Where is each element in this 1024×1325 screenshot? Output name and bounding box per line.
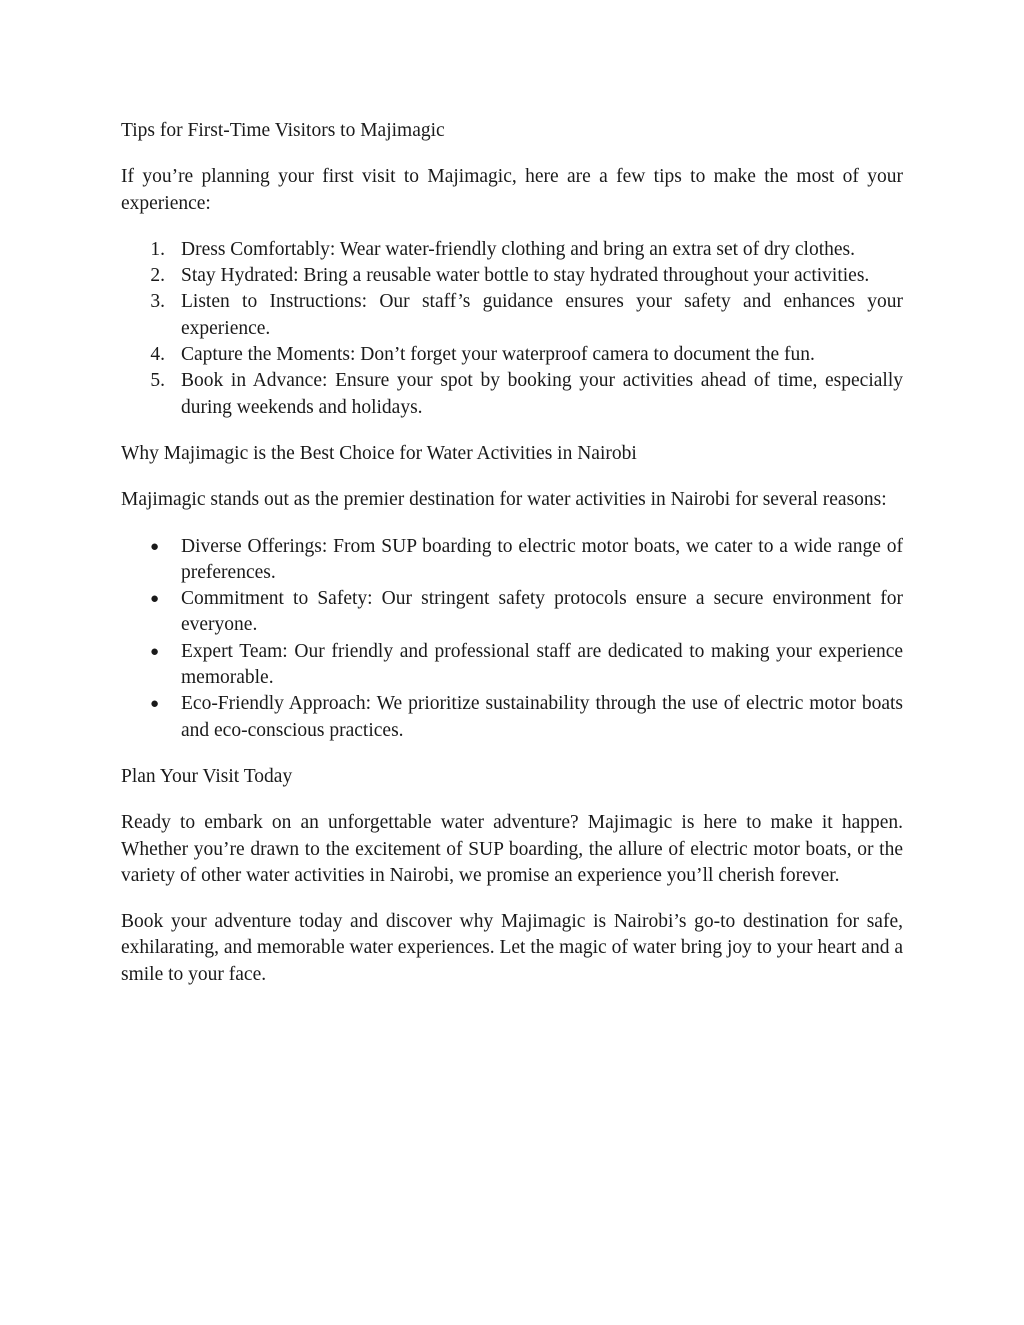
list-item <box>121 691 903 744</box>
document-page <box>121 118 903 1008</box>
list-item-text: Capture the Moments: Don’t forget your waterproof camera to document the fun. <box>181 344 815 366</box>
list-number: 2. <box>150 265 165 287</box>
list-item <box>121 639 903 692</box>
list-item-text: Commitment to Safety: Our stringent safety protocols ensure a secure environment for everyone. <box>181 588 903 636</box>
list-item <box>121 534 903 587</box>
list-item <box>121 289 903 342</box>
bullet-icon: ● <box>149 591 159 608</box>
list-item-text: Expert Team: Our friendly and professional staff are dedicated to making your experience memorable. <box>181 640 903 689</box>
list-number: 3. <box>150 291 165 313</box>
tips-list <box>121 237 903 421</box>
bullet-icon: ● <box>149 696 159 713</box>
tips-intro: If you’re planning your first visit to Majimagic, here are a few tips to make the most of your experience: <box>121 166 903 214</box>
bullet-icon: ● <box>149 643 159 660</box>
list-item <box>121 263 903 289</box>
bullet-icon: ● <box>149 538 159 555</box>
list-number: 5. <box>150 370 165 392</box>
why-heading: Why Majimagic is the Best Choice for Water Activities in Nairobi <box>121 442 637 464</box>
reasons-list <box>121 534 903 744</box>
list-item-text: Listen to Instructions: Our staff’s guidance ensures your safety and enhances your experience. <box>181 291 903 339</box>
list-item-text: Eco-Friendly Approach: We prioritize sustainability through the use of electric motor boats and eco-conscious practices. <box>181 693 903 741</box>
list-item-text: Dress Comfortably: Wear water-friendly clothing and bring an extra set of dry clothes. <box>181 238 856 260</box>
list-item <box>121 237 903 263</box>
plan-paragraph: Ready to embark on an unforgettable water adventure? Majimagic is here to make it happen. Whether you’re drawn to the excitement of SUP boarding, the allure of electric motor boats, or the variety of other water activities in Nairobi, we promise an experience you’ll cherish forever. <box>121 812 903 886</box>
why-intro: Majimagic stands out as the premier destination for water activities in Nairobi for several reasons: <box>121 489 887 511</box>
list-item-text: Diverse Offerings: From SUP boarding to electric motor boats, we cater to a wide range of preferences. <box>181 535 903 583</box>
tips-heading: Tips for First-Time Visitors to Majimagic <box>121 120 445 141</box>
list-number: 1. <box>150 238 165 260</box>
list-item <box>121 342 903 368</box>
list-item <box>121 368 903 421</box>
plan-heading: Plan Your Visit Today <box>121 765 293 787</box>
list-item <box>121 586 903 639</box>
closing-paragraph: Book your adventure today and discover why Majimagic is Nairobi’s go-to destination for safe, exhilarating, and memorable water experiences. Let the magic of water bring joy to your heart and a smile to your face. <box>121 911 903 985</box>
list-item-text: Book in Advance: Ensure your spot by booking your activities ahead of time, especially during weekends and holidays. <box>181 370 903 418</box>
list-item-text: Stay Hydrated: Bring a reusable water bottle to stay hydrated throughout your activities. <box>181 265 870 287</box>
list-number: 4. <box>150 344 165 366</box>
